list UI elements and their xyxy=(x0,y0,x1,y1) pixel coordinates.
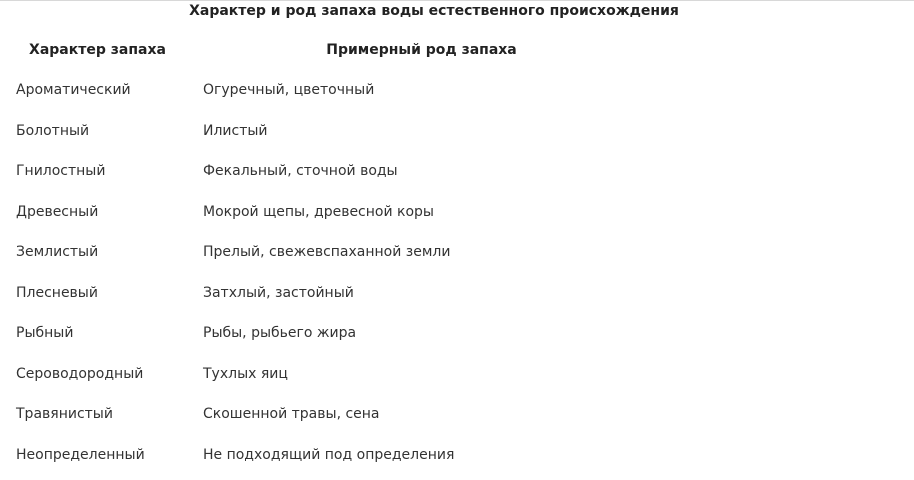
table-row xyxy=(4,394,652,435)
odor-character-cell: Гнилостный xyxy=(16,163,106,180)
table-row xyxy=(4,111,652,152)
table-header-row xyxy=(4,30,652,70)
table-row xyxy=(4,192,652,233)
header-odor-kind: Примерный род запаха xyxy=(326,42,517,58)
table-row xyxy=(4,313,652,354)
table-row xyxy=(4,151,652,192)
odor-character-cell: Землистый xyxy=(16,244,99,261)
odor-table xyxy=(4,30,652,475)
table-row xyxy=(4,273,652,314)
odor-character-cell: Ароматический xyxy=(16,82,131,99)
odor-character-cell: Плесневый xyxy=(16,284,98,301)
table-row xyxy=(4,354,652,395)
top-divider xyxy=(0,0,914,1)
odor-character-cell: Сероводородный xyxy=(16,365,144,382)
table-row xyxy=(4,435,652,476)
odor-kind-cell: Не подходящий под определения xyxy=(203,446,455,463)
odor-kind-cell: Огуречный, цветочный xyxy=(203,82,375,99)
table-title: Характер и род запаха воды естественного происхождения xyxy=(189,3,679,19)
odor-kind-cell: Затхлый, застойный xyxy=(203,284,354,301)
odor-kind-cell: Илистый xyxy=(203,122,268,139)
odor-character-cell: Рыбный xyxy=(16,325,74,342)
odor-character-cell: Болотный xyxy=(16,122,90,139)
odor-character-cell: Неопределенный xyxy=(16,446,145,463)
table-row xyxy=(4,232,652,273)
odor-kind-cell: Прелый, свежевспаханной земли xyxy=(203,244,451,261)
header-odor-character: Характер запаха xyxy=(29,42,166,58)
odor-kind-cell: Фекальный, сточной воды xyxy=(203,163,398,180)
odor-kind-cell: Скошенной травы, сена xyxy=(203,406,380,423)
table-row xyxy=(4,70,652,111)
odor-character-cell: Древесный xyxy=(16,203,99,220)
odor-kind-cell: Мокрой щепы, древесной коры xyxy=(203,203,434,220)
odor-character-cell: Травянистый xyxy=(16,406,113,423)
odor-kind-cell: Рыбы, рыбьего жира xyxy=(203,325,357,342)
odor-kind-cell: Тухлых яиц xyxy=(203,365,288,382)
